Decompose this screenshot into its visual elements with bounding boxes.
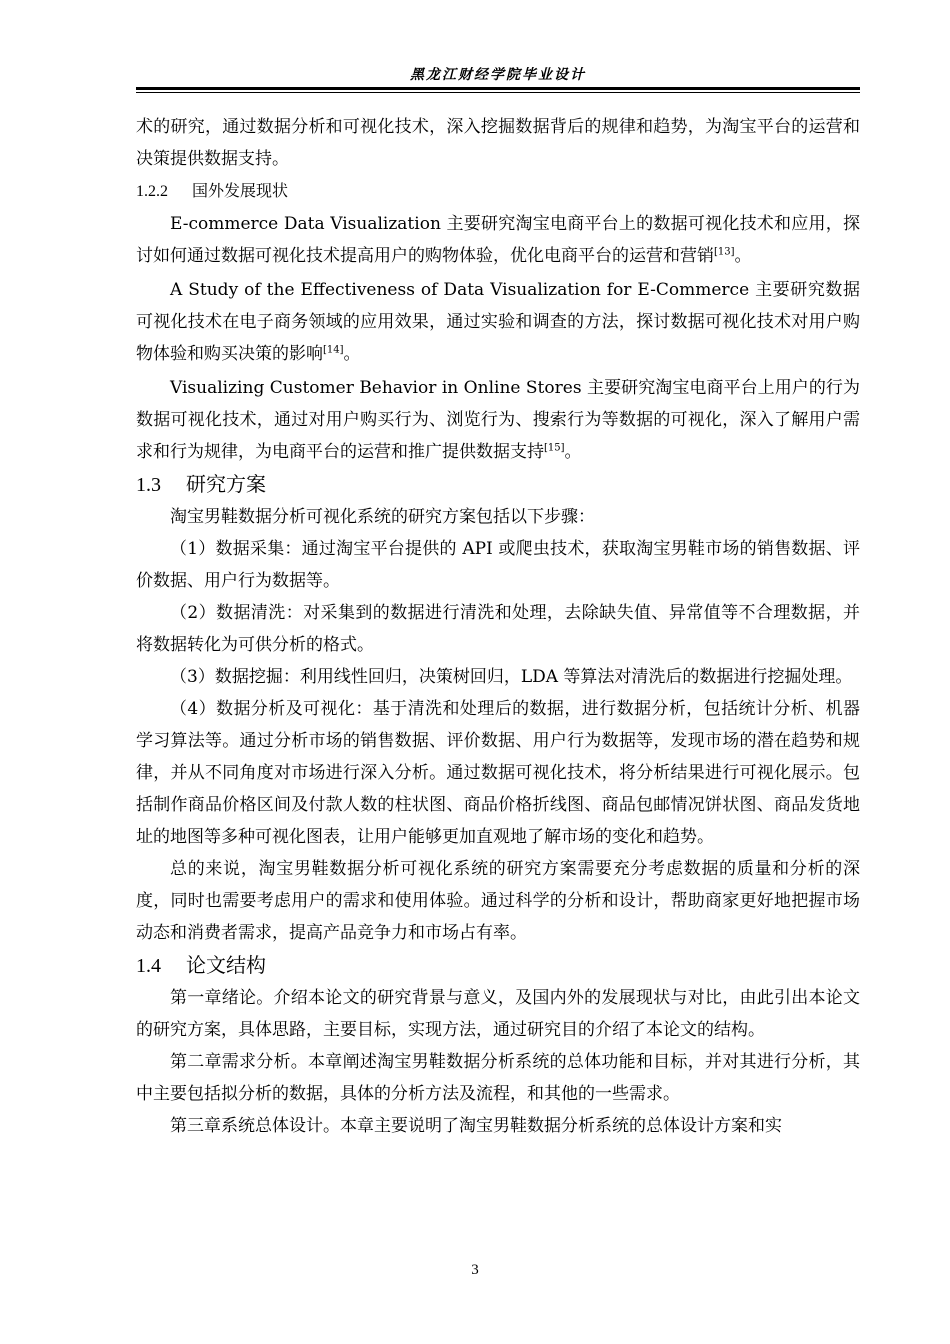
header-rule-thin <box>136 92 860 93</box>
running-header: 黑龙江财经学院毕业设计 <box>410 67 586 83</box>
page-number: 3 <box>471 1262 479 1278</box>
section-heading-1-3 <box>136 468 860 501</box>
section-title: 论文结构 <box>186 953 266 977</box>
step-paragraph: （1）数据采集：通过淘宝平台提供的 API 或爬虫技术，获取淘宝男鞋市场的销售数据、评价数据、用户行为数据等。 <box>136 539 860 591</box>
citation-ref: [14] <box>323 344 344 356</box>
body-paragraph: 第二章需求分析。本章阐述淘宝男鞋数据分析系统的总体功能和目标，并对其进行分析，其中主要包括拟分析的数据，具体的分析方法及流程，和其他的一些需求。 <box>136 1052 860 1104</box>
section-title: 研究方案 <box>186 472 266 496</box>
section-number: 1.3 <box>136 474 161 496</box>
section-heading-1-4 <box>136 949 860 982</box>
continued-paragraph: 术的研究，通过数据分析和可视化技术，深入挖掘数据背后的规律和趋势，为淘宝平台的运营和决策提供数据支持。 <box>136 117 860 169</box>
body-paragraph: 第三章系统总体设计。本章主要说明了淘宝男鞋数据分析系统的总体设计方案和实 <box>170 1116 782 1136</box>
reference-paragraph: Visualizing Customer Behavior in Online Stores 主要研究淘宝电商平台上用户的行为数据可视化技术，通过对用户购买行为、浏览行为、搜索行为等数据的可视化，深入了解用户需求和行为规律，为电商平台的运营和推广提供数据支持[15]。 <box>136 378 860 462</box>
section-number: 1.2.2 <box>136 183 168 200</box>
citation-ref: [15] <box>544 442 565 454</box>
step-paragraph: （2）数据清洗：对采集到的数据进行清洗和处理，去除缺失值、异常值等不合理数据，并将数据转化为可供分析的格式。 <box>136 603 860 655</box>
section-number: 1.4 <box>136 955 161 977</box>
citation-ref: [13] <box>714 246 735 258</box>
section-heading-1-2-2 <box>136 175 860 208</box>
header-rule <box>136 87 860 90</box>
body-content <box>136 111 860 1142</box>
body-paragraph: 总的来说，淘宝男鞋数据分析可视化系统的研究方案需要充分考虑数据的质量和分析的深度，同时也需要考虑用户的需求和使用体验。通过科学的分析和设计，帮助商家更好地把握市场动态和消费者需求，提高产品竞争力和市场占有率。 <box>136 859 860 943</box>
body-paragraph: 第一章绪论。介绍本论文的研究背景与意义，及国内外的发展现状与对比，由此引出本论文的研究方案，具体思路，主要目标，实现方法，通过研究目的介绍了本论文的结构。 <box>136 988 860 1040</box>
body-paragraph: 淘宝男鞋数据分析可视化系统的研究方案包括以下步骤： <box>170 507 595 527</box>
step-paragraph: （4）数据分析及可视化：基于清洗和处理后的数据，进行数据分析，包括统计分析、机器学习算法等。通过分析市场的销售数据、评价数据、用户行为数据等，发现市场的潜在趋势和规律，并从不同角度对市场进行深入分析。通过数据可视化技术，将分析结果进行可视化展示。包括制作商品价格区间及付款人数的柱状图、商品价格折线图、商品包邮情况饼状图、商品发货地址的地图等多种可视化图表，让用户能够更加直观地了解市场的变化和趋势。 <box>136 699 860 847</box>
reference-paragraph: A Study of the Effectiveness of Data Visualization for E-Commerce 主要研究数据可视化技术在电子商务领域的应用效果，通过实验和调查的方法，探讨数据可视化技术对用户购物体验和购买决策的影响[14]。 <box>136 280 860 364</box>
reference-paragraph: E-commerce Data Visualization 主要研究淘宝电商平台上的数据可视化技术和应用，探讨如何通过数据可视化技术提高用户的购物体验，优化电商平台的运营和营销[13]。 <box>136 214 860 266</box>
section-title: 国外发展现状 <box>192 181 289 200</box>
step-paragraph: （3）数据挖掘：利用线性回归，决策树回归，LDA 等算法对清洗后的数据进行挖掘处理。 <box>170 667 853 687</box>
